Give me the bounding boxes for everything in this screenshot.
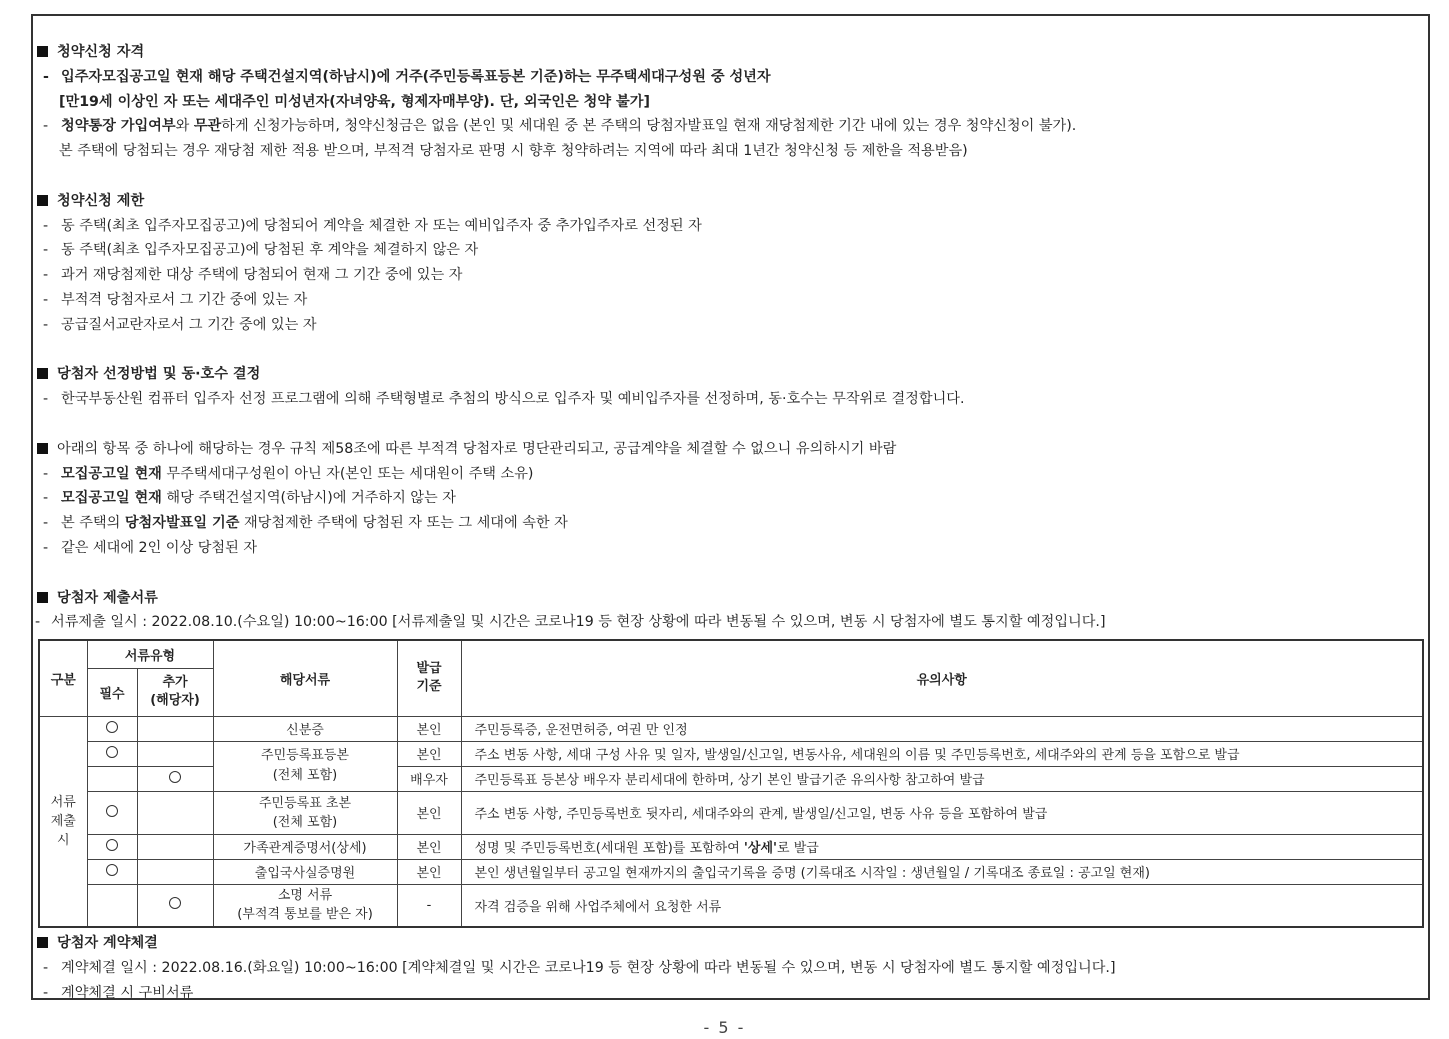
circle-mark-icon <box>169 897 181 909</box>
table-row: 배우자 주민등록표 등본상 배우자 분리세대에 한하며, 상기 본인 발급기준 유의사항 참고하여 발급 <box>39 766 1423 791</box>
page-number: - 5 - <box>703 1018 746 1037</box>
eligibility-line: 본 주택에 당첨되는 경우 재당첨 제한 적용 받으며, 부적격 당첨자로 판명 시 향후 청약하려는 지역에 따라 최대 1년간 청약신청 등 제한을 적용받음) <box>59 143 968 160</box>
header-issue: 발급 기준 <box>397 640 461 716</box>
header-type: 서류유형 <box>87 640 213 668</box>
square-bullet-icon <box>37 46 48 57</box>
header-category: 구분 <box>39 640 87 716</box>
eligibility-heading: 청약신청 자격 <box>35 40 1425 65</box>
header-required: 필수 <box>87 668 137 716</box>
documents-schedule: - 서류제출 일시 : 2022.08.10.(수요일) 10:00~16:00 [서류제출일 및 시간은 코로나19 등 현장 상황에 따라 변동될 수 있으며, 변동 시 당첨자에 별도 통지할 예정입니다.] <box>35 614 1106 631</box>
list-item: - 동 주택(최초 입주자모집공고)에 당첨되어 계약을 체결한 자 또는 예비입주자 중 추가입주자로 선정된 자 <box>43 217 702 234</box>
table-row: 소명 서류 (부적격 통보를 받은 자) - 자격 검증을 위해 사업주체에서 요청한 서류 <box>39 884 1423 927</box>
square-bullet-icon <box>37 368 48 379</box>
eligibility-line: [만19세 이상인 자 또는 세대주인 미성년자(자녀양육, 형제자매부양). 단, 외국인은 청약 불가] <box>59 93 650 110</box>
list-item: - 부적격 당첨자로서 그 기간 중에 있는 자 <box>43 291 308 308</box>
table-row: 서류 제출 시 신분증 본인 주민등록증, 운전면허증, 여권 만 인정 <box>39 716 1423 741</box>
circle-mark-icon <box>106 721 118 733</box>
circle-mark-icon <box>169 771 181 783</box>
list-item: - 같은 세대에 2인 이상 당첨된 자 <box>43 539 258 556</box>
list-item: - 동 주택(최초 입주자모집공고)에 당첨된 후 계약을 체결하지 않은 자 <box>43 242 479 259</box>
square-bullet-icon <box>37 443 48 454</box>
group-label: 서류 제출 시 <box>39 716 87 927</box>
list-item: - 계약체결 일시 : 2022.08.16.(화요일) 10:00~16:00 [계약체결일 및 시간은 코로나19 등 현장 상황에 따라 변동될 수 있으며, 변동 시 당첨자에 별도 통지할 예정입니다.] <box>43 959 1116 976</box>
ineligible-heading: 아래의 항목 중 하나에 해당하는 경우 규칙 제58조에 따른 부적격 당첨자로 명단관리되고, 공급계약을 체결할 수 없으니 유의하시기 바람 <box>35 437 1425 462</box>
square-bullet-icon <box>37 195 48 206</box>
table-row: 주민등록표등본 (전체 포함) 본인 주소 변동 사항, 세대 구성 사유 및 일자, 발생일/신고일, 변동사유, 세대원의 이름 및 주민등록번호, 세대주와의 관계 등을 포함으로 발급 <box>39 741 1423 766</box>
square-bullet-icon <box>37 937 48 948</box>
list-item: - 계약체결 시 구비서류 <box>43 984 194 1001</box>
documents-table <box>38 639 1424 928</box>
circle-mark-icon <box>106 805 118 817</box>
list-item: - 공급질서교란자로서 그 기간 중에 있는 자 <box>43 316 317 333</box>
table-row: 가족관계증명서(상세) 본인 성명 및 주민등록번호(세대원 포함)를 포함하여 '상세'로 발급 <box>39 834 1423 859</box>
table-row: 주민등록표 초본 (전체 포함) 본인 주소 변동 사항, 주민등록번호 뒷자리, 세대주와의 관계, 발생일/신고일, 변동 사유 등을 포함하여 발급 <box>39 791 1423 834</box>
eligibility-line: - 입주자모집공고일 현재 해당 주택건설지역(하남시)에 거주(주민등록표등본 기준)하는 무주택세대구성원 중 성년자 <box>43 68 771 85</box>
header-document: 해당서류 <box>213 640 397 716</box>
circle-mark-icon <box>106 746 118 758</box>
square-bullet-icon <box>37 592 48 603</box>
documents-heading: 당첨자 제출서류 <box>35 586 1425 611</box>
restriction-heading: 청약신청 제한 <box>35 189 1425 214</box>
document-body <box>35 40 1425 635</box>
circle-mark-icon <box>106 839 118 851</box>
contract-heading: 당첨자 계약체결 <box>35 931 1425 956</box>
list-item: - 모집공고일 현재 해당 주택건설지역(하남시)에 거주하지 않는 자 <box>43 490 456 507</box>
list-item: - 본 주택의 당첨자발표일 기준 재당첨제한 주택에 당첨된 자 또는 그 세대에 속한 자 <box>43 515 568 532</box>
header-notes: 유의사항 <box>461 640 1423 716</box>
eligibility-line: - 청약통장 가입여부와 무관하게 신청가능하며, 청약신청금은 없음 (본인 및 세대원 중 본 주택의 당첨자발표일 현재 재당첨제한 기간 내에 있는 경우 청약신청이 불가). <box>43 118 1077 135</box>
list-item: - 한국부동산원 컴퓨터 입주자 선정 프로그램에 의해 주택형별로 추첨의 방식으로 입주자 및 예비입주자를 선정하며, 동·호수는 무작위로 결정합니다. <box>43 391 965 408</box>
contract-section <box>35 931 1425 1005</box>
page-frame <box>31 14 1430 1000</box>
selection-heading: 당첨자 선정방법 및 동·호수 결정 <box>35 362 1425 387</box>
list-item: - 모집공고일 현재 무주택세대구성원이 아닌 자(본인 또는 세대원이 주택 소유) <box>43 465 534 482</box>
list-item: - 과거 재당첨제한 대상 주택에 당첨되어 현재 그 기간 중에 있는 자 <box>43 267 463 284</box>
table-row: 출입국사실증명원 본인 본인 생년월일부터 공고일 현재까지의 출입국기록을 증명 (기록대조 시작일 : 생년월일 / 기록대조 종료일 : 공고일 현재) <box>39 859 1423 884</box>
circle-mark-icon <box>106 864 118 876</box>
header-additional: 추가 (해당자) <box>137 668 213 716</box>
